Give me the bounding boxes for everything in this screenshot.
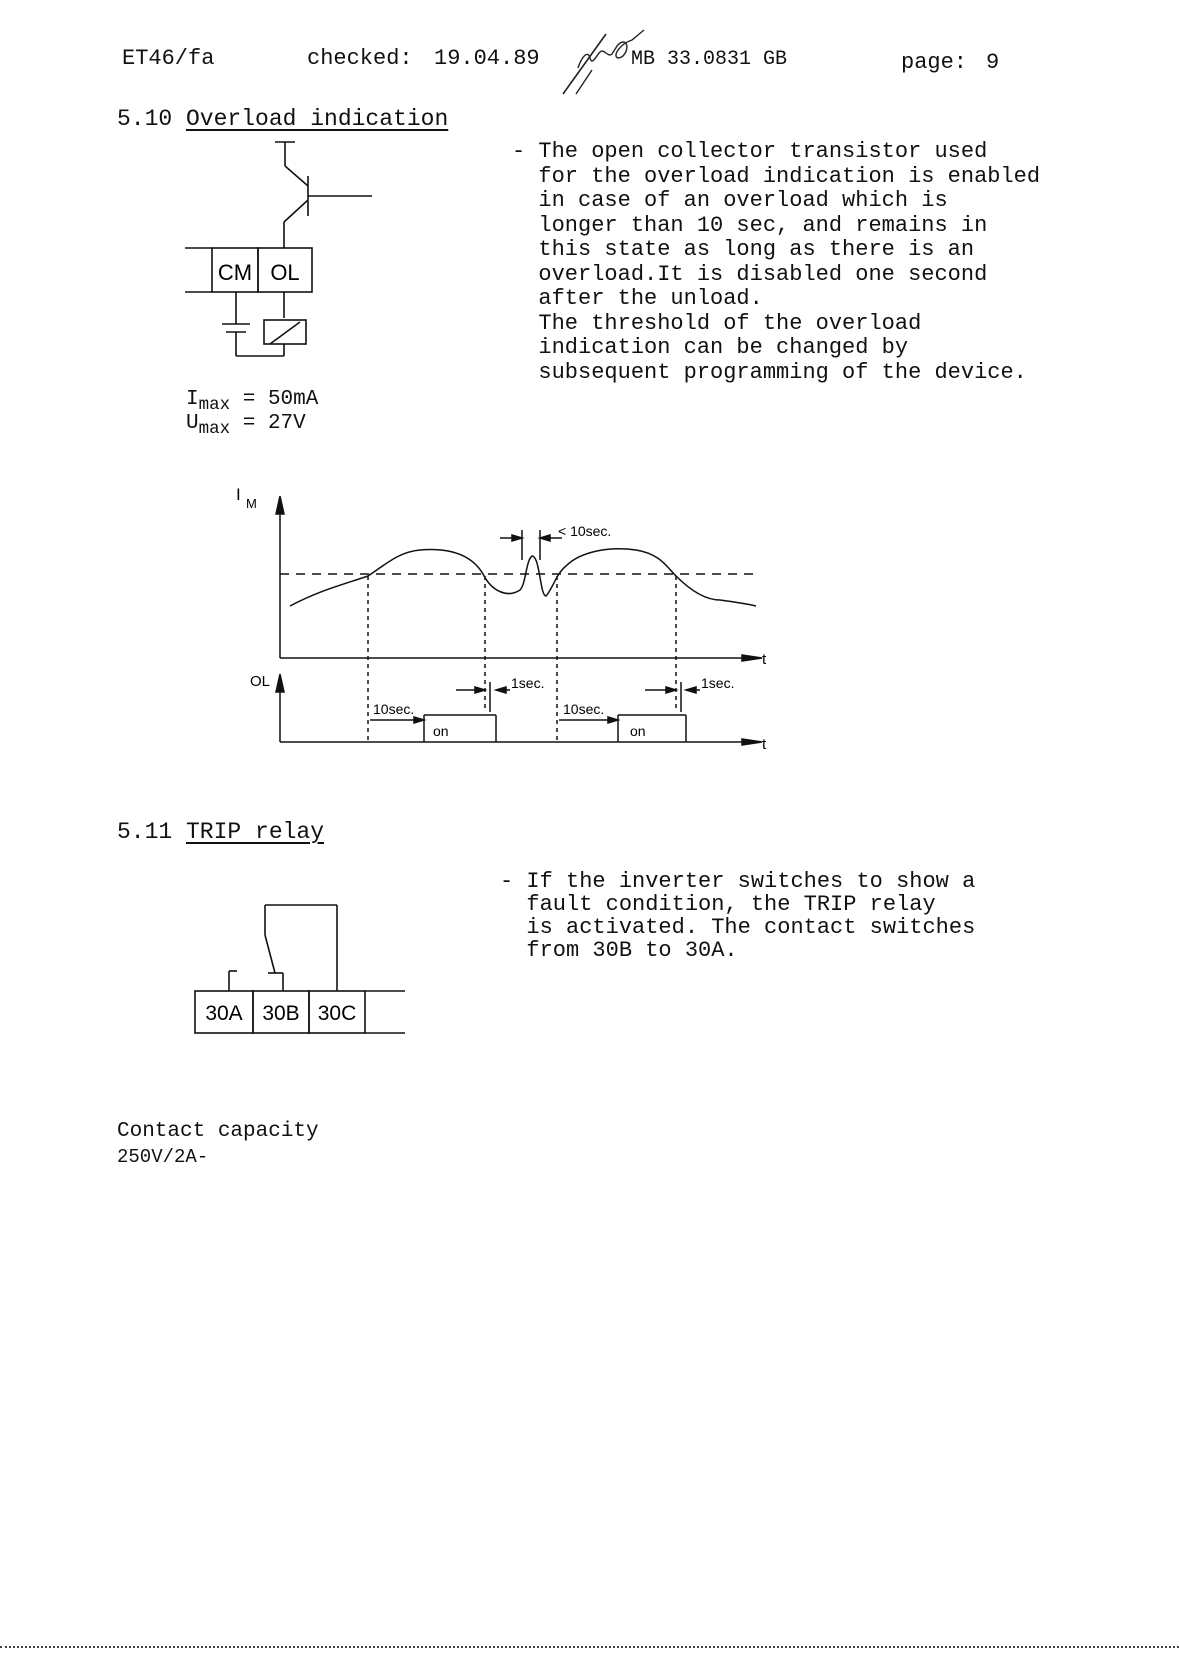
- ol-axis-label: OL: [250, 673, 271, 690]
- description-line: - The open collector transistor used: [512, 139, 988, 164]
- contact-capacity-value: 250V/2A-: [117, 1146, 209, 1168]
- one-sec-label: 1sec.: [511, 675, 545, 691]
- page-edge-rule: [0, 1646, 1179, 1648]
- description-line: from 30B to 30A.: [500, 938, 738, 963]
- description-line: The threshold of the overload: [512, 310, 922, 336]
- imax-value: = 50mA: [242, 388, 319, 411]
- section-510-title: Overload indication: [186, 106, 449, 132]
- ten-sec-label: 10sec.: [373, 701, 415, 717]
- lt-10sec-label: < 10sec.: [558, 523, 612, 539]
- section-510-number: 5.10: [117, 106, 173, 132]
- ten-sec-label: 10sec.: [563, 701, 605, 717]
- checked-date: 19.04.89: [434, 46, 540, 71]
- im-axis-symbol: I: [236, 485, 241, 504]
- description-line: indication can be changed by: [512, 335, 909, 360]
- trip-relay-diagram: [185, 895, 415, 1045]
- description-line: in case of an overload which is: [512, 188, 948, 213]
- description-line: - If the inverter switches to show a: [500, 869, 976, 894]
- contact-capacity-label: Contact capacity: [117, 1120, 319, 1143]
- description-line: longer than 10 sec, and remains in: [512, 212, 988, 238]
- umax-symbol: U: [186, 412, 199, 435]
- description-line: is activated. The contact switches: [500, 915, 976, 940]
- section-511-number: 5.11: [117, 819, 173, 845]
- terminal-30b: 30B: [262, 1002, 300, 1025]
- section-511-title: TRIP relay: [186, 819, 325, 845]
- doc-number: MB 33.0831 GB: [631, 48, 788, 71]
- doc-code: ET46/fa: [122, 46, 215, 71]
- description-line: overload.It is disabled one second: [512, 261, 988, 287]
- description-line: subsequent programming of the device.: [512, 359, 1027, 385]
- description-line: this state as long as there is an: [512, 237, 975, 262]
- description-line: after the unload.: [512, 286, 763, 311]
- on-label: on: [433, 723, 449, 739]
- checked-label: checked:: [307, 46, 413, 71]
- terminal-30a: 30A: [205, 1002, 243, 1025]
- imax-symbol: I: [186, 388, 199, 411]
- imax-subscript: max: [198, 395, 231, 416]
- circuit-box-ol: OL: [270, 260, 300, 285]
- description-line: for the overload indication is enabled: [512, 163, 1041, 189]
- circuit-box-cm: CM: [217, 260, 253, 285]
- im-axis-subscript: M: [246, 496, 257, 511]
- umax-subscript: max: [198, 419, 231, 440]
- terminal-30c: 30C: [317, 1002, 357, 1025]
- umax-value: = 27V: [242, 412, 306, 435]
- page-number: 9: [986, 50, 1000, 75]
- section-511-description: [500, 870, 975, 962]
- one-sec-label: 1sec.: [701, 675, 735, 691]
- time-axis-label: t: [762, 736, 767, 753]
- description-line: fault condition, the TRIP relay: [500, 892, 936, 917]
- on-label: on: [630, 723, 646, 739]
- timing-diagram: [0, 0, 1179, 800]
- page-label: page:: [901, 50, 968, 75]
- time-axis-label: t: [762, 651, 767, 668]
